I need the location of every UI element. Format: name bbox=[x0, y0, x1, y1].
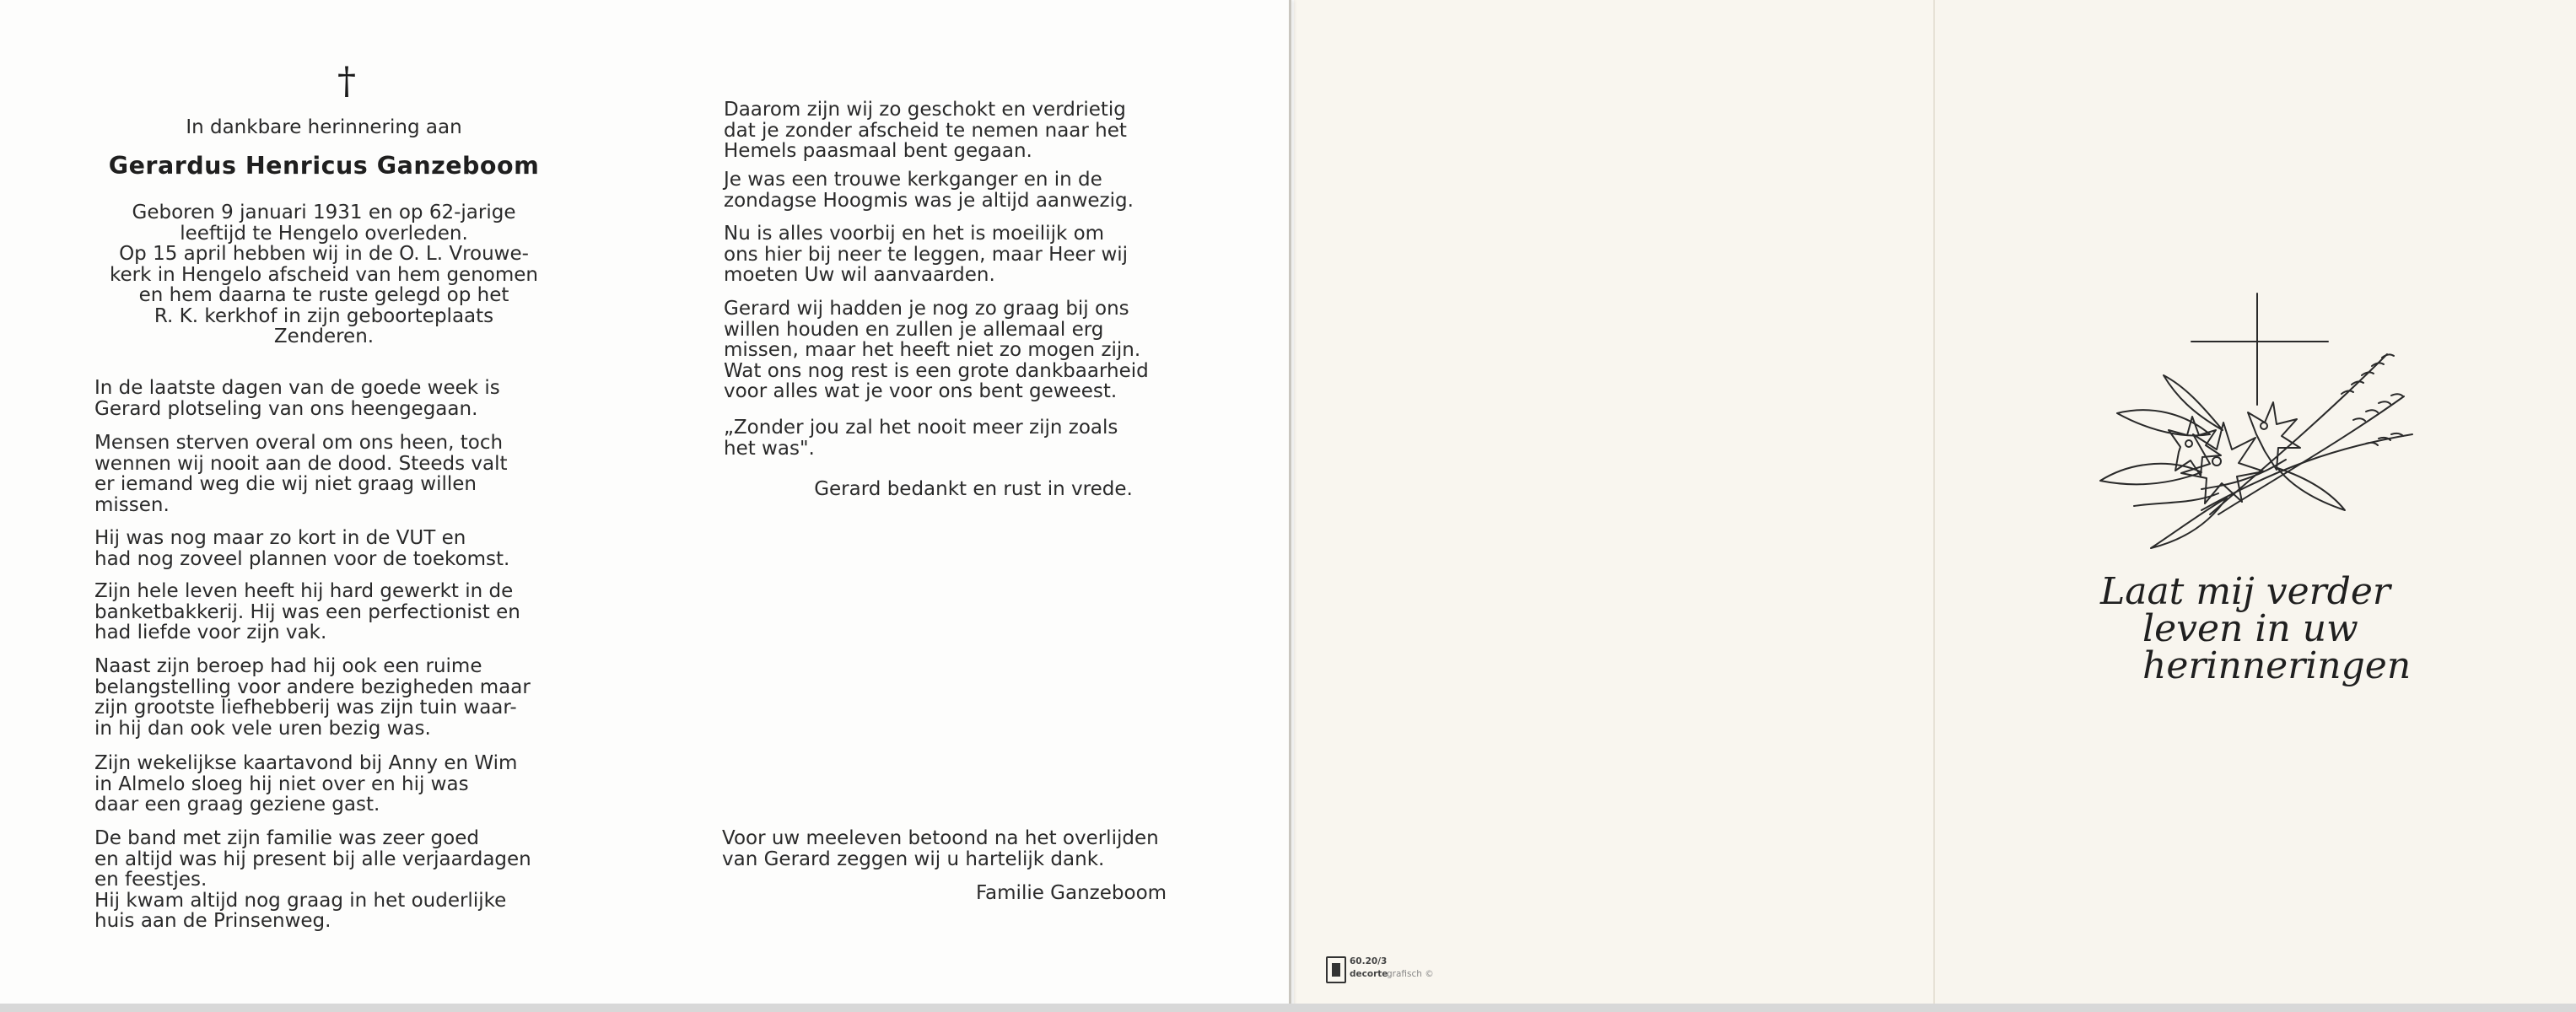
intro-line: Geboren 9 januari 1931 en op 62-jarige bbox=[132, 202, 516, 223]
intro-line: Op 15 april hebben wij in de O. L. Vrouwe- bbox=[119, 243, 529, 265]
text-line: willen houden en zullen je allemaal erg bbox=[724, 318, 1104, 341]
cover-line: Laat mij verder bbox=[2100, 570, 2390, 613]
text-line: Je was een trouwe kerkganger en in de bbox=[724, 169, 1102, 191]
intro-line: R. K. kerkhof in zijn geboorteplaats bbox=[154, 304, 494, 327]
text-line: wennen wij nooit aan de dood. Steeds valt bbox=[94, 452, 508, 475]
paragraph bbox=[94, 528, 590, 569]
text-line: van Gerard zeggen wij u hartelijk dank. bbox=[722, 848, 1105, 870]
text-line: Gerard plotseling van ons heengegaan. bbox=[94, 397, 478, 420]
paragraph bbox=[724, 417, 1223, 459]
thanks-paragraph bbox=[722, 828, 1221, 869]
text-line: en altijd was hij present bij alle verjaardagen bbox=[94, 848, 531, 870]
text-line: in hij dan ook vele uren bezig was. bbox=[94, 717, 431, 740]
intro-line: kerk in Hengelo afscheid van hem genomen bbox=[110, 263, 538, 286]
paragraph bbox=[724, 100, 1223, 162]
fold-line bbox=[1933, 0, 1935, 1012]
intro-line: en hem daarna te ruste gelegd op het bbox=[138, 284, 509, 306]
paragraph bbox=[94, 656, 590, 739]
intro-line: Zenderen. bbox=[273, 326, 375, 347]
family-signature: Familie Ganzeboom bbox=[975, 882, 1167, 904]
text-line: Gerard wij hadden je nog zo graag bij ons bbox=[724, 298, 1129, 320]
text-line: moeten Uw wil aanvaarden. bbox=[724, 264, 995, 286]
text-line: Zijn hele leven heeft hij hard gewerkt in de bbox=[94, 580, 514, 602]
paragraph bbox=[94, 581, 590, 643]
dedication-line: In dankbare herinnering aan bbox=[186, 116, 462, 138]
text-line: Voor uw meeleven betoond na het overlijden bbox=[722, 827, 1159, 849]
biography-intro bbox=[94, 202, 553, 347]
text-line: banketbakkerij. Hij was een perfectionist en bbox=[94, 600, 520, 623]
printer-suffix: grafisch © bbox=[1387, 969, 1434, 979]
text-line: dat je zonder afscheid te nemen naar het bbox=[724, 119, 1127, 142]
printer-logo-icon bbox=[1326, 956, 1346, 983]
text-line: Hij was nog maar zo kort in de VUT en bbox=[94, 527, 466, 549]
text-line: er iemand weg die wij niet graag willen bbox=[94, 473, 477, 495]
text-line: zondagse Hoogmis was je altijd aanwezig. bbox=[724, 189, 1134, 212]
text-line: belangstelling voor andere bezigheden maar bbox=[94, 676, 531, 698]
printer-name: decorte bbox=[1350, 969, 1388, 979]
text-line: „Zonder jou zal het nooit meer zijn zoals bbox=[724, 417, 1118, 439]
text-line: Naast zijn beroep had hij ook een ruime bbox=[94, 655, 482, 677]
printer-code: 60.20/3 bbox=[1350, 956, 1388, 966]
text-line: Hemels paasmaal bent gegaan. bbox=[724, 140, 1032, 162]
text-line: Daarom zijn wij zo geschokt en verdrietig bbox=[724, 99, 1126, 121]
paragraph bbox=[94, 828, 590, 932]
text-line: huis aan de Prinsenweg. bbox=[94, 910, 331, 932]
text-line: had liefde voor zijn vak. bbox=[94, 622, 327, 643]
paragraph bbox=[724, 299, 1223, 402]
deceased-name: Gerardus Henricus Ganzeboom bbox=[108, 152, 540, 180]
paragraph bbox=[94, 753, 590, 816]
text-line: zijn grootste liefhebberij was zijn tuin waar- bbox=[94, 697, 517, 719]
paragraph bbox=[94, 378, 590, 419]
text-line: Hij kwam altijd nog graag in het ouderlijke bbox=[94, 889, 507, 912]
cross-flower-illustration bbox=[2083, 287, 2429, 557]
scan-edge bbox=[0, 1004, 2576, 1012]
text-line: daar een graag geziene gast. bbox=[94, 794, 380, 816]
text-line: en feestjes. bbox=[94, 869, 207, 891]
paragraph bbox=[94, 433, 590, 515]
paragraph bbox=[724, 223, 1223, 286]
cover-line: leven in uw bbox=[2142, 607, 2358, 650]
text-line: Zijn wekelijkse kaartavond bij Anny en Wim bbox=[94, 752, 518, 774]
text-line: Wat ons nog rest is een grote dankbaarheid bbox=[724, 359, 1149, 382]
text-line: had nog zoveel plannen voor de toekomst. bbox=[94, 547, 510, 570]
text-line: missen. bbox=[94, 493, 170, 516]
cover-line: herinneringen bbox=[2142, 644, 2412, 687]
text-line: Mensen sterven overal om ons heen, toch bbox=[94, 432, 504, 454]
text-line: De band met zijn familie was zeer goed bbox=[94, 827, 479, 849]
text-line: voor alles wat je voor ons bent geweest. bbox=[724, 380, 1118, 402]
text-line: in Almelo sloeg hij niet over en hij was bbox=[94, 772, 469, 795]
text-line: het was". bbox=[724, 437, 815, 460]
text-line: Nu is alles voorbij en het is moeilijk om bbox=[724, 223, 1105, 245]
cover-calligraphy bbox=[2100, 570, 2438, 687]
text-line: In de laatste dagen van de goede week is bbox=[94, 377, 500, 399]
back-panel bbox=[1294, 0, 1935, 1004]
intro-line: leeftijd te Hengelo overleden. bbox=[180, 222, 468, 245]
farewell-line: Gerard bedankt en rust in vrede. bbox=[814, 478, 1133, 500]
text-line: ons hier bij neer te leggen, maar Heer wij bbox=[724, 243, 1129, 266]
fold-line bbox=[1289, 0, 1291, 1012]
cross-icon: † bbox=[337, 60, 356, 103]
paragraph bbox=[724, 170, 1223, 211]
text-line: missen, maar het heeft niet zo mogen zijn. bbox=[724, 339, 1141, 361]
